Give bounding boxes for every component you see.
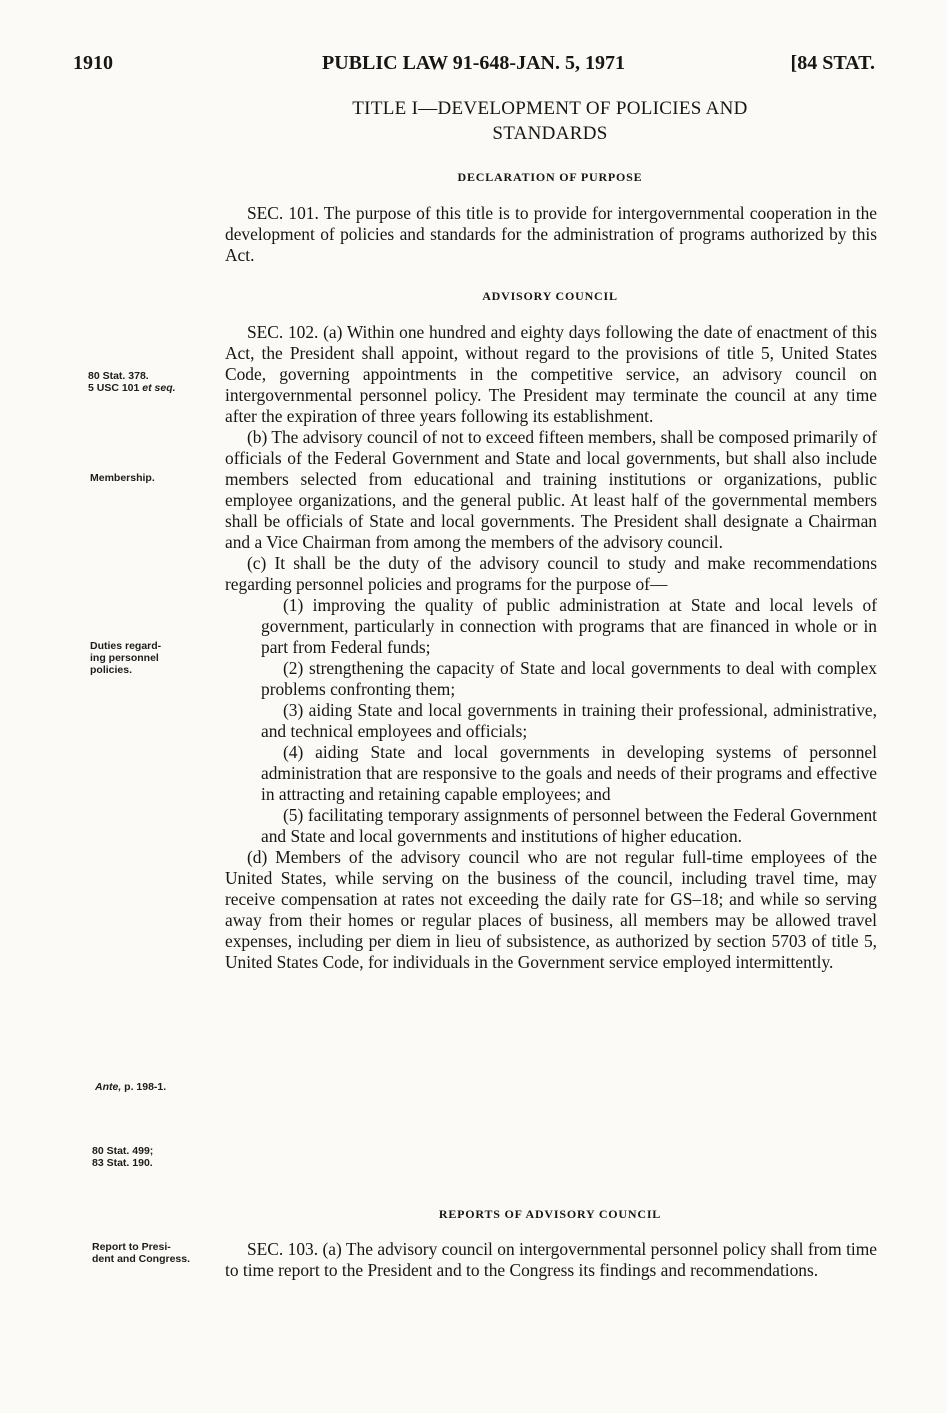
note-duties-line-1: Duties regard- (90, 640, 162, 652)
section-102-item-2 (225, 658, 877, 700)
section-102-para-a (225, 322, 877, 427)
section-101-text: The purpose of this title is to provide for intergovernmental cooperation in the development of policies and standards for the administration of programs authorized by this Act. (225, 203, 877, 265)
section-102-para-b: (b) The advisory council of not to exceed fifteen members, shall be composed primarily of officials of the Federal Government and State and local governments, but shall also include members selected from educational and training institutions or organizations, public employee organizations, and the general public. At least half of the governmental members shall be officials of State and local governments. The President shall designate a Chairman and a Vice Chairman from among the members of the advisory council. (225, 427, 877, 552)
section-102-item-5 (225, 805, 877, 847)
section-102 (225, 322, 877, 973)
margin-note-80-stat-378 (88, 370, 246, 394)
note-stat-499-line-1: 80 Stat. 499; (92, 1145, 154, 1157)
margin-note-duties (90, 640, 248, 676)
note-report-line-2: dent and Congress. (92, 1253, 191, 1265)
note-stat-378-line-1: 80 Stat. 378. (88, 370, 149, 382)
heading-advisory-council: ADVISORY COUNCIL (482, 289, 618, 303)
section-101-paragraph (225, 203, 877, 266)
margin-note-80-stat-499 (92, 1145, 250, 1169)
section-103-paragraph (225, 1239, 877, 1281)
section-103 (225, 1239, 877, 1281)
running-title: PUBLIC LAW 91-648-JAN. 5, 1971 (322, 52, 625, 74)
note-report-line-1: Report to Presi- (92, 1241, 171, 1253)
page-number: 1910 (73, 52, 113, 74)
note-usc-prefix: 5 USC 101 (88, 382, 143, 394)
note-duties-line-2: ing personnel (90, 652, 159, 664)
heading-declaration-of-purpose: DECLARATION OF PURPOSE (457, 170, 643, 184)
note-ante-page: p. 198-1. (121, 1081, 167, 1093)
note-ante-italic: Ante, (95, 1081, 122, 1093)
section-102-a-text: (a) Within one hundred and eighty days following the date of enactment of this Act, the President shall appoint, without regard to the provisions of title 5, United States Code, governing appointments in the competitive service, an advisory council on intergovernmental personnel policy. The President may terminate the council at any time after the expiration of three years following its establishment. (225, 322, 877, 426)
volume-reference: [84 STAT. (790, 52, 875, 74)
note-stat-378-line-2 (88, 382, 246, 394)
section-101-label: SEC. 101. (247, 203, 319, 223)
section-102-item-3 (225, 700, 877, 742)
item-2-text: (2) strengthening the capacity of State and local governments to deal with complex problems confronting them; (261, 658, 877, 699)
heading-reports-of-advisory-council: REPORTS OF ADVISORY COUNCIL (438, 1207, 662, 1221)
note-duties-line-3: policies. (90, 664, 133, 676)
note-et-seq: et seq. (142, 382, 176, 394)
item-1-text: (1) improving the quality of public administration at State and local levels of government, particularly in connection with programs that are financed in whole or in part from Federal funds; (261, 595, 877, 657)
section-102-item-1 (225, 595, 877, 658)
item-3-text: (3) aiding State and local governments in training their professional, administrative, and technical employees and officials; (261, 700, 877, 741)
section-102-item-4 (225, 742, 877, 805)
section-101 (225, 203, 877, 266)
title-line-2: STANDARDS (492, 123, 608, 144)
section-102-para-c: (c) It shall be the duty of the advisory council to study and make recommendations regarding personnel policies and programs for the purpose of— (225, 553, 877, 594)
margin-note-membership: Membership. (90, 472, 155, 484)
item-5-text: (5) facilitating temporary assignments of personnel between the Federal Government and State and local governments and institutions of higher education. (261, 805, 877, 846)
margin-note-report (92, 1241, 250, 1265)
margin-note-ante (95, 1081, 253, 1093)
section-102-para-d: (d) Members of the advisory council who are not regular full-time employees of the United States, while serving on the business of the council, including travel time, may receive compensation at rates not exceeding the daily rate for GS–18; and while so serving away from their homes or regular places of business, all members may be allowed travel expenses, including per diem in lieu of subsistence, as authorized by section 5703 of title 5, United States Code, for individuals in the Government service employed intermittently. (225, 847, 877, 972)
section-103-text: (a) The advisory council on intergovernmental personnel policy shall from time to time report to the President and to the Congress its findings and recommendations. (225, 1239, 877, 1280)
section-103-label: SEC. 103. (247, 1239, 319, 1259)
item-4-text: (4) aiding State and local governments in developing systems of personnel administration that are responsive to the goals and needs of their programs and effective in attracting and retaining capable employees; and (261, 742, 877, 804)
note-stat-499-line-2: 83 Stat. 190. (92, 1157, 153, 1169)
title-line-1: TITLE I—DEVELOPMENT OF POLICIES AND (352, 98, 748, 119)
title-heading (225, 96, 875, 146)
section-102-label: SEC. 102. (247, 322, 319, 342)
